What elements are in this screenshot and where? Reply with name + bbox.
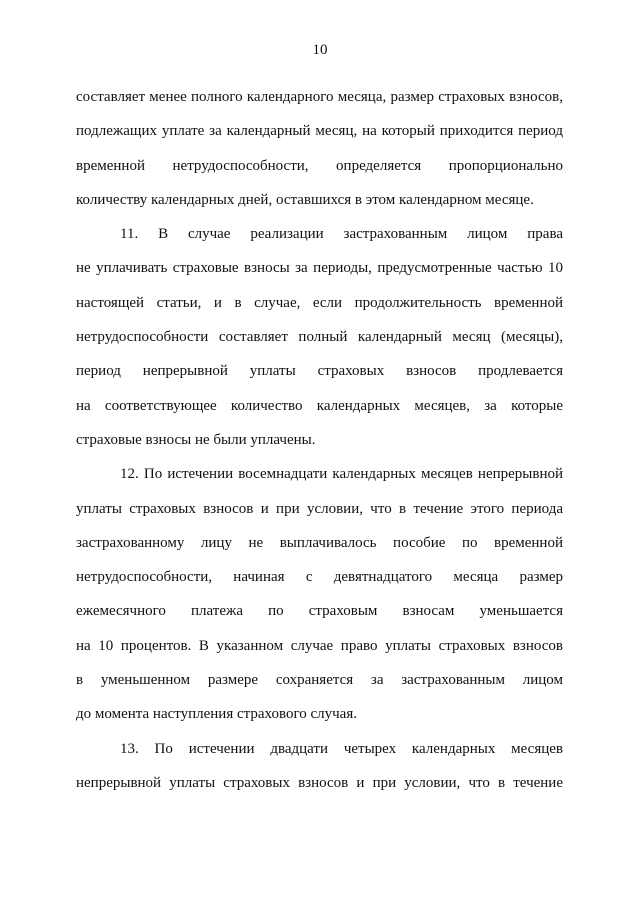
text-line: нетрудоспособности составляет полный календарный месяц (месяцы),	[76, 329, 563, 346]
paragraph-13	[76, 732, 563, 801]
text-line: до момента наступления страхового случая.	[76, 706, 357, 723]
page-number: 10	[312, 42, 328, 58]
text-line: страховые взносы не были уплачены.	[76, 431, 316, 448]
text-line: период непрерывной уплаты страховых взносов продлевается	[76, 363, 563, 380]
text-line: в уменьшенном размере сохраняется за застрахованным лицом	[76, 672, 563, 689]
text-line: составляет менее полного календарного месяца, размер страховых взносов,	[76, 89, 563, 105]
text-line: не уплачивать страховые взносы за периоды, предусмотренные частью 10	[76, 260, 563, 277]
text-line: ежемесячного платежа по страховым взносам уменьшается	[76, 603, 563, 620]
text-line: 12. По истечении восемнадцати календарных месяцев непрерывной	[120, 466, 563, 483]
text-line: настоящей статьи, и в случае, если продолжительность временной	[76, 294, 563, 311]
text-line: временной нетрудоспособности, определяется пропорционально	[76, 157, 563, 174]
text-line: уплаты страховых взносов и при условии, что в течение этого периода	[76, 500, 563, 517]
text-line: подлежащих уплате за календарный месяц, на который приходится период	[76, 123, 563, 140]
text-line: нетрудоспособности, начиная с девятнадцатого месяца размер	[76, 569, 563, 586]
paragraph-12	[76, 457, 563, 731]
text-line: непрерывной уплаты страховых взносов и при условии, что в течение	[76, 774, 563, 791]
text-line: на соответствующее количество календарных месяцев, за которые	[76, 397, 563, 414]
text-line: 13. По истечении двадцати четырех календарных месяцев	[120, 740, 563, 757]
paragraph-continuation	[76, 80, 563, 217]
text-line: 11. В случае реализации застрахованным лицом права	[120, 226, 563, 243]
text-line: на 10 процентов. В указанном случае право уплаты страховых взносов	[76, 637, 563, 654]
document-body	[76, 80, 563, 800]
paragraph-11	[76, 217, 563, 457]
text-line: застрахованному лицу не выплачивалось пособие по временной	[76, 534, 563, 551]
text-line: количеству календарных дней, оставшихся в этом календарном месяце.	[76, 191, 534, 208]
